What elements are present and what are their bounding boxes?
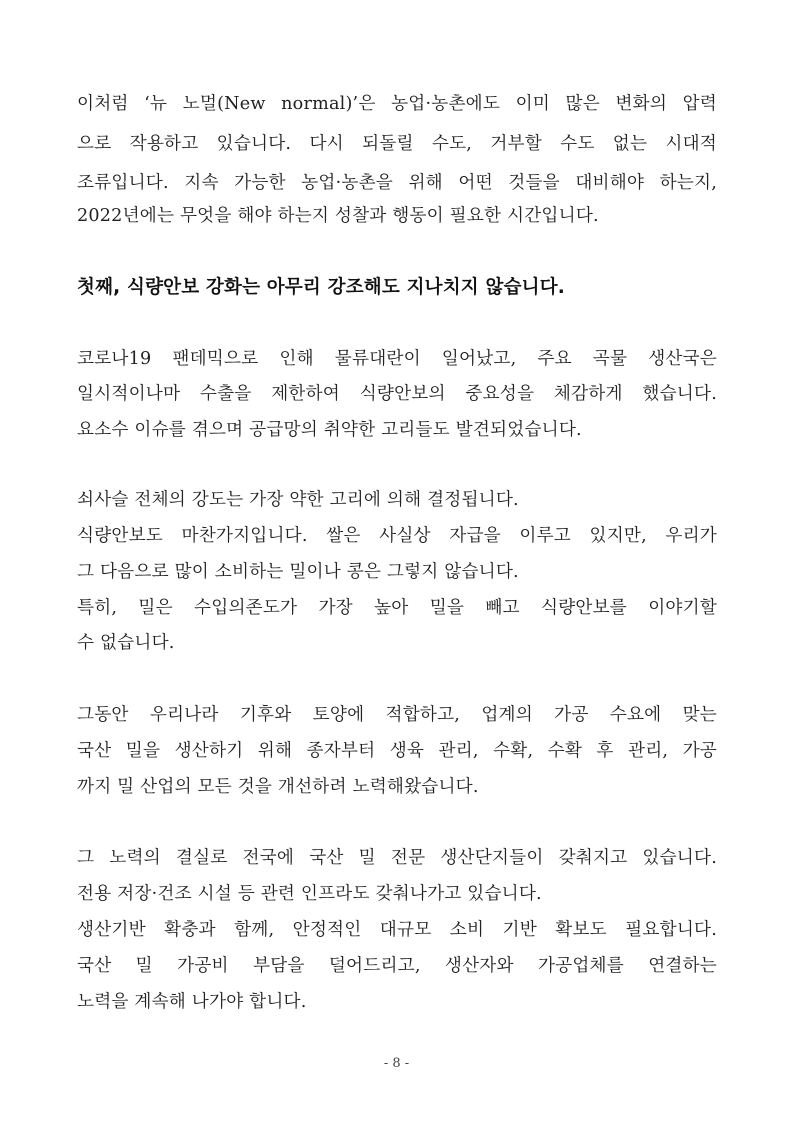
page-number: - 8 - [383, 1056, 410, 1071]
paragraph-3-line-2: 식량안보도 마찬가지입니다. 쌀은 사실상 자급을 이루고 있지만, 우리가 [77, 526, 717, 546]
paragraph-5-line-5: 노력을 계속해 나가야 합니다. [77, 992, 307, 1012]
paragraph-4-line-1: 그동안 우리나라 기후와 토양에 적합하고, 업계의 가공 수요에 맞는 [77, 705, 717, 725]
paragraph-5-line-2: 전용 저장·건조 시설 등 관련 인프라도 갖춰나가고 있습니다. [77, 884, 542, 904]
paragraph-3-line-1: 쇠사슬 전체의 강도는 가장 약한 고리에 의해 결정됩니다. [77, 490, 519, 510]
paragraph-3-line-5: 수 없습니다. [77, 633, 175, 653]
paragraph-3-line-4: 특히, 밀은 수입의존도가 가장 높아 밀을 빼고 식량안보를 이야기할 [77, 598, 717, 618]
paragraph-5-line-3: 생산기반 확충과 함께, 안정적인 대규모 소비 기반 확보도 필요합니다. [77, 920, 717, 940]
paragraph-2-line-2: 일시적이나마 수출을 제한하여 식량안보의 중요성을 체감하게 했습니다. [77, 384, 717, 404]
paragraph-5-line-1: 그 노력의 결실로 전국에 국산 밀 전문 생산단지들이 갖춰지고 있습니다. [77, 848, 717, 868]
paragraph-1-line-2: 으로 작용하고 있습니다. 다시 되돌릴 수도, 거부할 수도 없는 시대적 [77, 134, 717, 154]
paragraph-1-line-1: 이처럼 ‘뉴 노멀(New normal)’은 농업·농촌에도 이미 많은 변화의 압력 [77, 94, 717, 114]
paragraph-3-line-3: 그 다음으로 많이 소비하는 밀이나 콩은 그렇지 않습니다. [77, 562, 519, 582]
paragraph-4-line-3: 까지 밀 산업의 모든 것을 개선하려 노력해왔습니다. [77, 777, 479, 797]
paragraph-5-line-4: 국산 밀 가공비 부담을 덜어드리고, 생산자와 가공업체를 연결하는 [77, 956, 717, 976]
paragraph-2-line-1: 코로나19 팬데믹으로 인해 물류대란이 일어났고, 주요 곡물 생산국은 [77, 349, 717, 369]
paragraph-2-line-3: 요소수 이슈를 겪으며 공급망의 취약한 고리들도 발견되었습니다. [77, 420, 582, 440]
section-heading: 첫째, 식량안보 강화는 아무리 강조해도 지나치지 않습니다. [77, 277, 566, 298]
paragraph-1-line-4: 2022년에는 무엇을 해야 하는지 성찰과 행동이 필요한 시간입니다. [77, 206, 599, 226]
paragraph-4-line-2: 국산 밀을 생산하기 위해 종자부터 생육 관리, 수확, 수확 후 관리, 가공 [77, 741, 717, 761]
paragraph-1-line-3: 조류입니다. 지속 가능한 농업·농촌을 위해 어떤 것들을 대비해야 하는지, [77, 173, 717, 193]
